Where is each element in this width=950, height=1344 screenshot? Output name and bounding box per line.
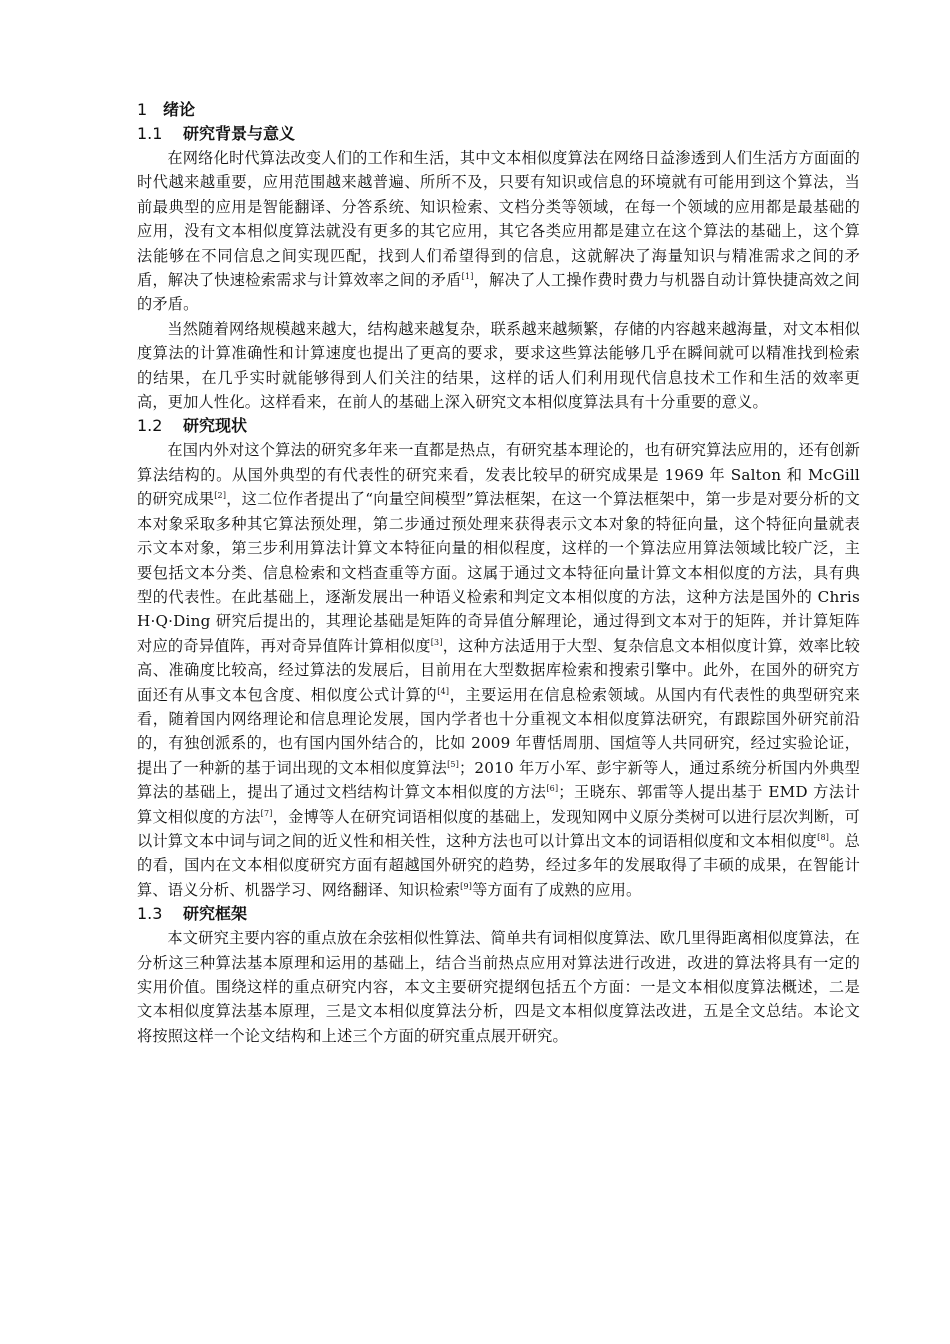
section-1-2 (137, 414, 860, 902)
citation-ref: [4] (437, 686, 450, 696)
citation-ref: [7] (260, 808, 273, 818)
section-title: 研究框架 (183, 904, 248, 924)
paragraph-text: 等方面有了成熟的应用。 (472, 880, 642, 899)
citation-ref: [3] (430, 637, 443, 647)
paragraph-text: ；王晓东、郭雷等人提出基于 EMD 方法计算文相似度的方法 (137, 783, 861, 826)
paragraph-text: 在网络化时代算法改变人们的工作和生活，其中文本相似度算法在网络日益渗透到人们生活方方面面的时代越来越重要，应用范围越来越普遍、所所不及，只要有知识或信息的环境就有可能用到这个算法，当前最典型的应用是智能翻译、分答系统、知识检索、文档分类等领域，在每一个领域的应用都是最基础的应用，没有文本相似度算法就没有更多的其它应用，其它各类应用都是建立在这个算法的基础上，这个算法能够在不同信息之间实现匹配，找到人们希望得到的信息，这就解决了海量知识与精准需求之间的矛盾，解决了快速检索需求与计算效率之间的矛盾 (137, 149, 860, 290)
section-number: 1.3 (137, 904, 163, 924)
section-number: 1.2 (137, 416, 163, 436)
section-title: 研究背景与意义 (183, 124, 296, 143)
chapter-heading (137, 98, 860, 122)
paragraph-text: ，金博等人在研究词语相似度的基础上，发现知网中义原分类树可以进行层次判断，可以计算文本中词与词之间的近义性和相关性，这种方法也可以计算出文本的词语相似度和文本相似度 (137, 807, 860, 850)
document-page (137, 98, 860, 1048)
paragraph-text: ；2010 年万小军、彭宇新等人，通过系统分析国内外典型算法的基础上，提出了通过文档结构计算文本相似度的方法 (137, 758, 860, 802)
chapter-title: 绪论 (163, 100, 196, 119)
paragraph-text: ，解决了人工操作费时费力与机器自动计算快捷高效之间的矛盾。 (137, 271, 861, 314)
section-number: 1.1 (137, 124, 163, 143)
chapter-number: 1 (137, 100, 148, 119)
paragraph-text: ，这种方法适用于大型、复杂信息文本相似度计算，效率比较高、准确度比较高，经过算法的发展后，目前用在大型数据库检索和搜索引擎中。此外，在国外的研究方面还有从事文本包含度、相似度公式计算的 (137, 636, 860, 704)
citation-ref: [6] (546, 784, 559, 794)
citation-ref: [8] (817, 832, 830, 842)
citation-ref: [5] (447, 759, 460, 769)
paragraph (137, 926, 860, 1048)
section-title: 研究现状 (183, 416, 248, 436)
paragraph-text: 。总的看，国内在文本相似度研究方面有超越国外研究的趋势，经过多年的发展取得了丰硕的成果，在智能计算、语义分析、机器学习、网络翻译、知识检索 (137, 831, 860, 899)
paragraph-text: 在国内外对这个算法的研究多年来一直都是热点，有研究基本理论的，也有研究算法应用的，还有创新算法结构的。从国外典型的有代表性的研究来看，发表比较早的研究成果是 1969 年 Salton 和 McGill 的研究成果 (137, 441, 860, 509)
section-heading (137, 414, 860, 438)
paragraph (137, 317, 860, 415)
section-heading (137, 122, 860, 146)
paragraph-text: ，这二位作者提出了“向量空间模型”算法框架，在这一个算法框架中，第一步是对要分析的文本对象采取多种其它算法预处理，第二步通过预处理来获得表示文本对象的特征向量，这个特征向量就表示文本对象，第三步利用算法计算文本特征向量的相似程度，这样的一个算法应用算法领域比较广泛，主要包括文本分类、信息检索和文档查重等方面。这属于通过文本特征向量计算文本相似度的方法，具有典型的代表性。在此基础上，逐渐发展出一种语义检索和判定文本相似度的方法，这种方法是国外的 Chris H·Q·Ding 研究后提出的，其理论基础是矩阵的奇异值分解理论，通过得到文本对于的矩阵，并计算矩阵对应的奇异值阵，再对奇异值阵计算相似度 (137, 490, 861, 655)
section-heading (137, 902, 860, 926)
section-1-3 (137, 902, 860, 1048)
citation-ref: [1] (461, 271, 474, 281)
paragraph-text: 本文研究主要内容的重点放在余弦相似性算法、简单共有词相似度算法、欧几里得距离相似度算法，在分析这三种算法基本原理和运用的基础上，结合当前热点应用对算法进行改进，改进的算法将具有一定的实用价值。围绕这样的重点研究内容，本文主要研究提纲包括五个方面：一是文本相似度算法概述，二是文本相似度算法基本原理，三是文本相似度算法分析，四是文本相似度算法改进，五是全文总结。本论文将按照这样一个论文结构和上述三个方面的研究重点展开研究。 (137, 929, 860, 1045)
citation-ref: [2] (214, 491, 227, 501)
citation-ref: [9] (460, 881, 473, 891)
paragraph-text: ，主要运用在信息检索领域。从国内有代表性的典型研究来看，随着国内网络理论和信息理论发展，国内学者也十分重视文本相似度算法研究，有跟踪国外研究前沿的，有独创派系的，也有国内国外结合的，比如 2009 年曹恬周朋、国煊等人共同研究，经过实验论证，提出了一种新的基于词出现的文本相似度算法 (137, 685, 860, 777)
paragraph (137, 438, 860, 902)
paragraph-text: 当然随着网络规模越来越大，结构越来越复杂，联系越来越频繁，存储的内容越来越海量，对文本相似度算法的计算准确性和计算速度也提出了更高的要求，要求这些算法能够几乎在瞬间就可以精准找到检索的结果，在几乎实时就能够得到人们关注的结果，这样的话人们利用现代信息技术工作和生活的效率更高，更加人性化。这样看来，在前人的基础上深入研究文本相似度算法具有十分重要的意义。 (137, 319, 860, 412)
section-1-1 (137, 122, 860, 414)
paragraph (137, 146, 860, 317)
